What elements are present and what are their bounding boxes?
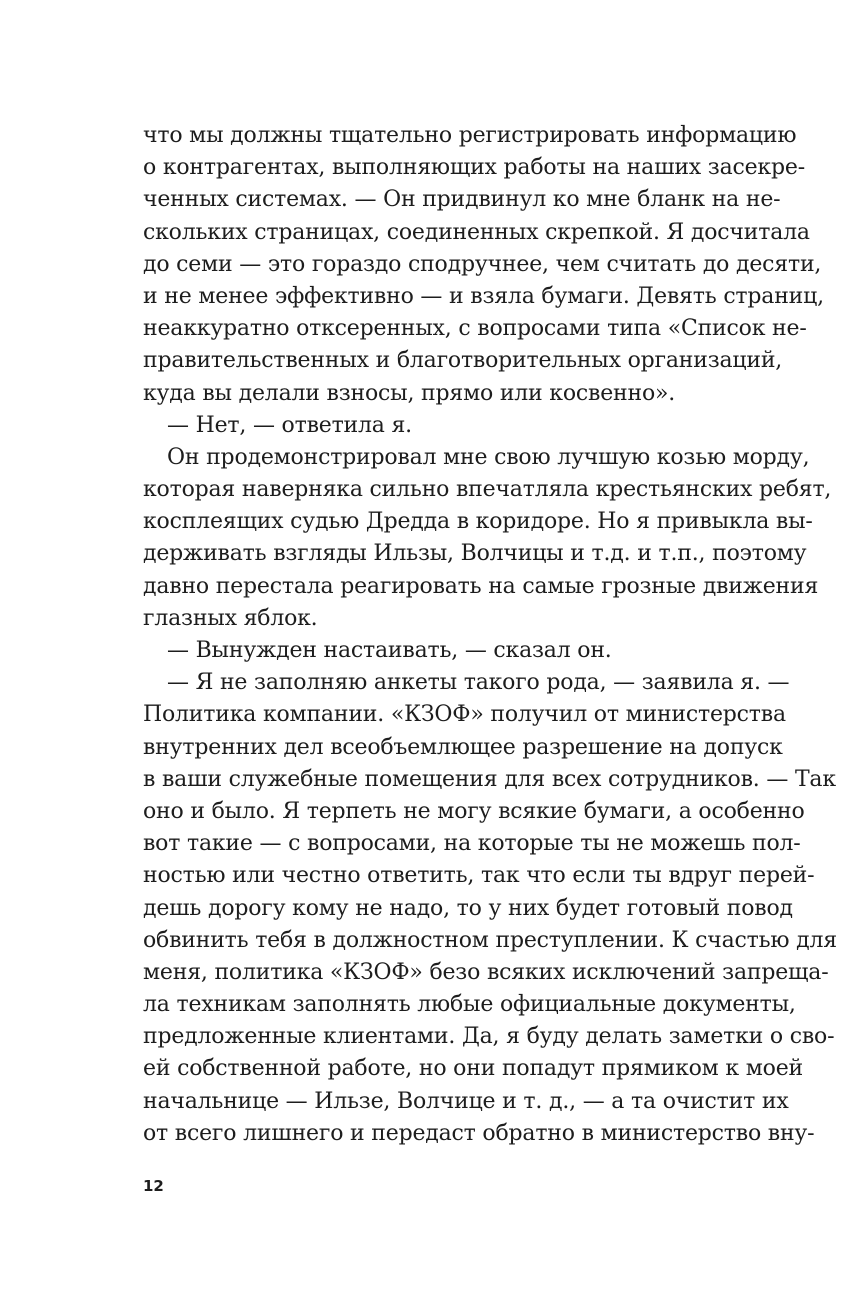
text-line: вот такие — с вопросами, на которые ты не можешь пол- xyxy=(143,831,801,857)
page-body-text xyxy=(143,120,837,1150)
text-line: скольких страницах, соединенных скрепкой. Я досчитала xyxy=(143,219,810,245)
text-line: от всего лишнего и передаст обратно в министерство вну- xyxy=(143,1120,815,1146)
text-line: — Нет, — ответила я. xyxy=(167,412,412,438)
text-line: — Вынужден настаивать, — сказал он. xyxy=(167,638,612,663)
text-line: в ваши служебные помещения для всех сотрудников. — Так xyxy=(143,766,836,792)
text-line: меня, политика «КЗОФ» безо всяких исключений запреща- xyxy=(143,959,829,985)
text-line: предложенные клиентами. Да, я буду делать заметки о сво- xyxy=(143,1024,835,1050)
text-line: внутренних дел всеобъемлющее разрешение на допуск xyxy=(143,734,783,760)
text-line: ностью или честно ответить, так что если ты вдруг перей- xyxy=(143,863,815,889)
text-line: ченных системах. — Он придвинул ко мне бланк на не- xyxy=(143,187,781,213)
text-line: давно перестала реагировать на самые грозные движения xyxy=(143,573,819,599)
text-line: дешь дорогу кому не надо, то у них будет готовый повод xyxy=(143,895,793,921)
text-line: Политика компании. «КЗОФ» получил от министерства xyxy=(143,702,786,728)
text-line: что мы должны тщательно регистрировать информацию xyxy=(143,123,797,148)
text-line: до семи — это гораздо сподручнее, чем считать до десяти, xyxy=(143,251,822,277)
text-line: куда вы делали взносы, прямо или косвенно». xyxy=(143,380,676,406)
text-line: ла техникам заполнять любые официальные документы, xyxy=(143,992,796,1018)
text-line: Он продемонстрировал мне свою лучшую козью морду, xyxy=(167,444,810,470)
text-line: оно и было. Я терпеть не могу всякие бумаги, а особенно xyxy=(143,798,805,824)
text-line: и не менее эффективно — и взяла бумаги. Девять страниц, xyxy=(143,283,824,309)
page-number: 12 xyxy=(143,1177,164,1195)
text-line: неаккуратно отксеренных, с вопросами типа «Список не- xyxy=(143,316,807,342)
text-line: которая наверняка сильно впечатляла крестьянских ребят, xyxy=(143,477,832,503)
text-line: правительственных и благотворительных организаций, xyxy=(143,348,783,374)
text-line: о контрагентах, выполняющих работы на наших засекре- xyxy=(143,155,805,181)
text-line: глазных яблок. xyxy=(143,605,318,631)
text-line: косплеящих судью Дредда в коридоре. Но я привыкла вы- xyxy=(143,509,813,535)
text-line: — Я не заполняю анкеты такого рода, — заявила я. — xyxy=(167,670,790,696)
text-line: обвинить тебя в должностном преступлении. К счастью для xyxy=(143,927,837,953)
text-line: начальнице — Ильзе, Волчице и т. д., — а та очистит их xyxy=(143,1088,789,1114)
text-line: ей собственной работе, но они попадут прямиком к моей xyxy=(143,1056,803,1082)
text-line: держивать взгляды Ильзы, Волчицы и т.д. и т.п., поэтому xyxy=(143,541,807,567)
